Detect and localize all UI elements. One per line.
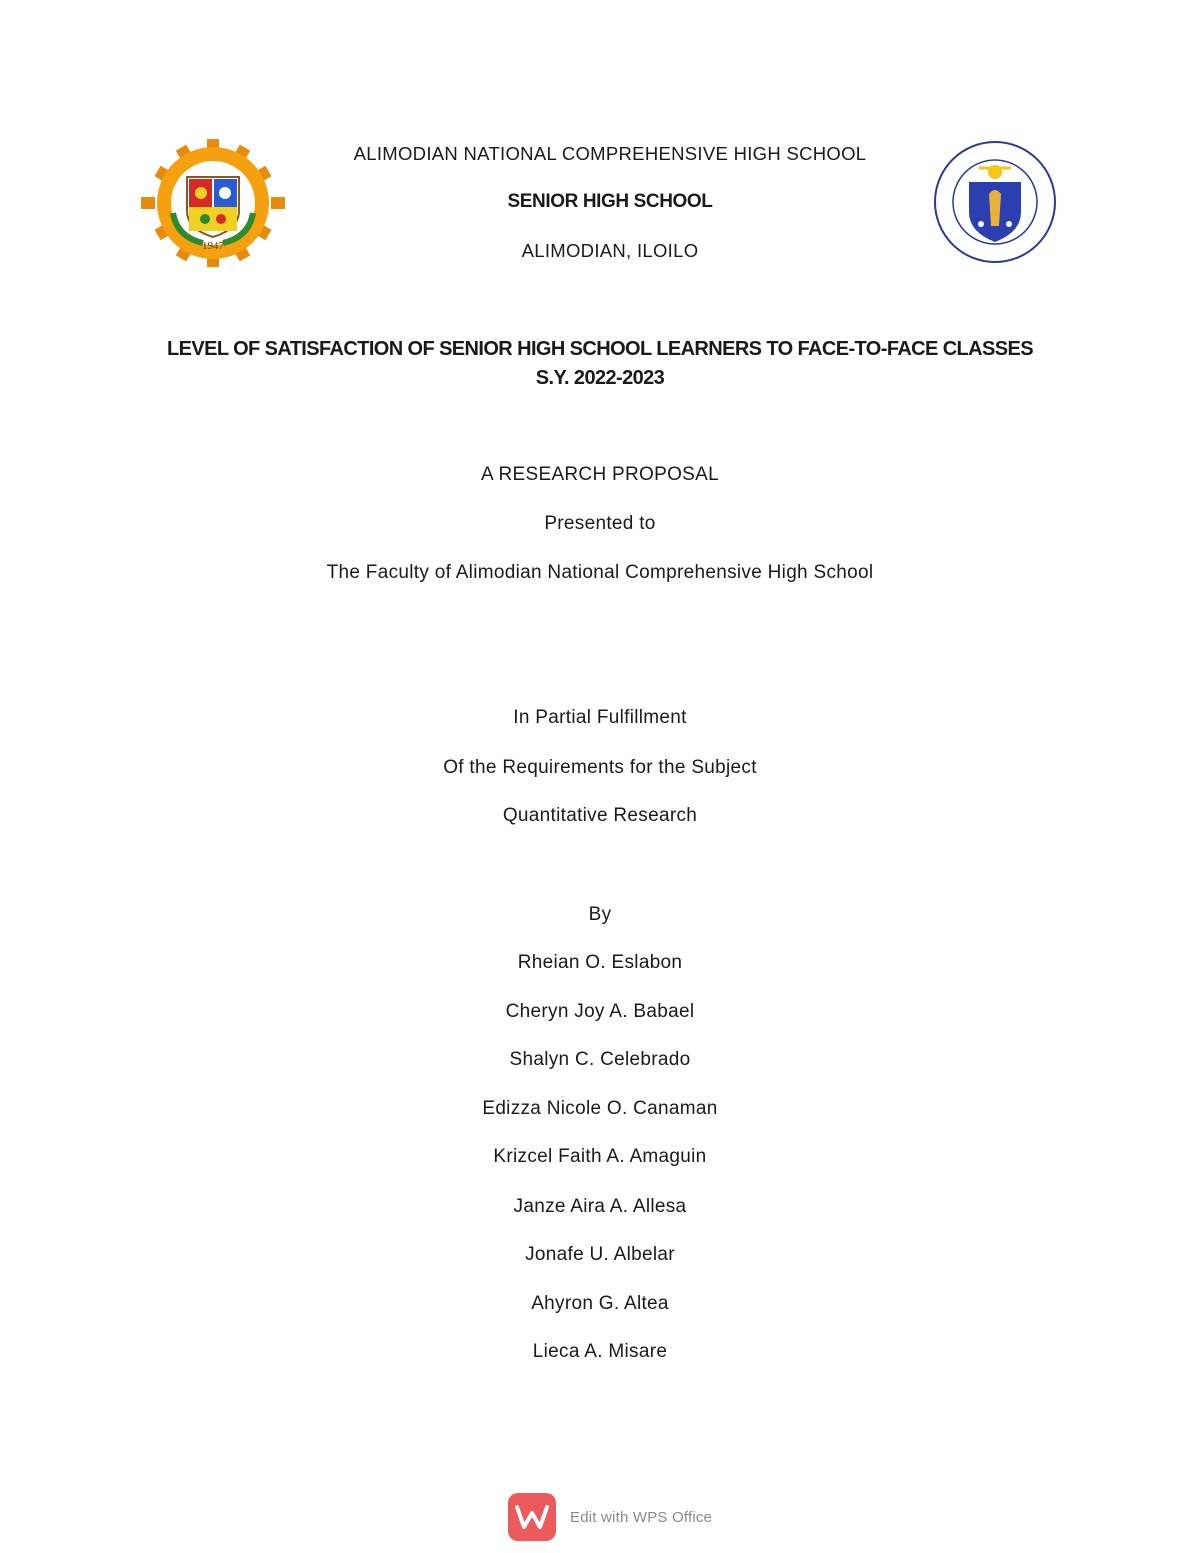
proposal-type: A RESEARCH PROPOSAL	[481, 464, 719, 485]
school-location: ALIMODIAN, ILOILO	[521, 240, 699, 261]
author-name: Ahyron G. Altea	[531, 1293, 669, 1314]
author-name: Krizcel Faith A. Amaguin	[493, 1146, 707, 1167]
school-name: ALIMODIAN NATIONAL COMPREHENSIVE HIGH SCHOOL	[353, 143, 867, 164]
research-title: LEVEL OF SATISFACTION OF SENIOR HIGH SCHOOL LEARNERS TO FACE-TO-FACE CLASSES	[167, 338, 1033, 360]
school-year: S.Y. 2022-2023	[535, 367, 665, 389]
author-name: Cheryn Joy A. Babael	[505, 1001, 695, 1022]
author-name: Jonafe U. Albelar	[525, 1244, 675, 1265]
faculty-audience: The Faculty of Alimodian National Comprehensive High School	[326, 562, 874, 583]
fulfillment-line-2: Of the Requirements for the Subject	[443, 757, 757, 778]
author-name: Janze Aira A. Allesa	[513, 1196, 687, 1217]
subject-name: Quantitative Research	[502, 805, 698, 826]
author-name: Edizza Nicole O. Canaman	[482, 1098, 718, 1119]
author-name: Shalyn C. Celebrado	[509, 1049, 691, 1070]
author-name: Lieca A. Misare	[532, 1341, 668, 1362]
author-name: Rheian O. Eslabon	[517, 952, 683, 973]
wps-logo-icon	[508, 1493, 556, 1541]
wps-watermark-label: Edit with WPS Office	[570, 1508, 713, 1526]
wps-watermark[interactable]	[508, 1493, 712, 1541]
presented-to: Presented to	[544, 513, 656, 534]
by-label: By	[588, 904, 612, 925]
school-logo-year: 1947	[202, 240, 224, 252]
department-name: SENIOR HIGH SCHOOL	[507, 191, 713, 212]
fulfillment-line-1: In Partial Fulfillment	[513, 707, 687, 728]
